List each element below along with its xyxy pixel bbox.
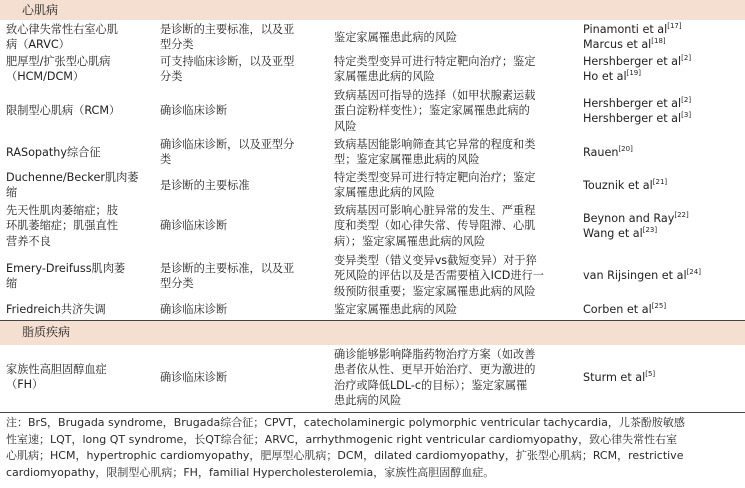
reference-citation [583,211,689,226]
reference-number: [2] [681,54,692,62]
value-cell [334,54,535,85]
cell-line: 类 [160,153,172,167]
cell-line: 是诊断的主要标准 [160,179,250,192]
reference-author: Ho et al [583,70,627,84]
cell-line: 致病基因可影响心脏异常的发生、严重程 [334,204,536,217]
reference-author: Sturm et al [583,371,646,384]
reference-author: Hershberger et al [583,97,682,110]
cell-line: 先天性肌肉萎缩症；肢 [6,204,118,217]
cell-line: 特定类型变异可进行特定靶向治疗；鉴定 [334,171,536,184]
reference-cell [583,370,655,385]
reference-cell [583,178,667,193]
cell-line: 患者依从性、更早开始治疗、更为激进的 [334,363,536,377]
cell-line: 变异类型（错义变异vs截短变异）对于猝 [334,254,537,267]
reference-number: [3] [681,111,692,120]
disease-cell [6,170,139,201]
value-cell [334,253,544,299]
cell-line: Duchenne/Becker肌肉萎 [6,171,139,184]
table-footnote [6,415,742,481]
cell-line: 鉴定家属罹患此病的风险 [334,31,458,44]
footnote-line: 性室速；LQT，long QT syndrome，长QT综合征；ARVC，arrhythmogenic right ventricular cardiomyopathy，致心律失常性右室 [6,432,678,446]
disease-cell [6,54,110,85]
reference-author: Touznik et al [583,179,653,192]
reference-number: [22] [674,211,689,219]
reference-citation [583,370,655,385]
reference-citation [583,37,682,52]
reference-cell [583,54,691,85]
value-cell [334,203,535,249]
reference-cell [583,302,666,317]
reference-number: [25] [651,302,667,310]
reference-cell [583,268,701,283]
reference-citation [583,54,691,69]
cell-line: 病）；鉴定家属罹患此病的风险 [334,234,486,248]
cell-line: 病（ARVC） [6,38,70,52]
reference-number: [17] [667,22,682,30]
footnote-line: 注：BrS，Brugada syndrome，Brugada综合征；CPVT，catecholaminergic polymorphic ventricular tachycardia，儿茶酚胺敏感 [6,416,685,429]
value-cell [334,137,535,168]
cell-line: 家属罹患此病的风险 [334,186,435,200]
cell-line: Friedreich共济失调 [6,303,106,316]
reference-citation [583,96,691,111]
cell-line: 型；鉴定家属罹患此病的风险 [334,153,480,167]
role-cell [160,54,294,85]
role-cell [160,370,227,385]
cell-line: 风险 [334,119,357,133]
role-cell [160,261,294,292]
footnote-line: cardiomyopathy，限制型心肌病；FH，familial Hypercholesterolemia，家族性高胆固醇血症。 [6,465,495,479]
cell-line: 家族性高胆固醇血症 [6,363,107,376]
cell-line: （FH） [6,378,44,392]
reference-author: Rauen [583,146,619,159]
reference-author: van Rijsingen et al [583,269,687,282]
section-title: 脂质疾病 [22,325,71,339]
cell-line: 特定类型变异可进行特定靶向治疗；鉴定 [334,55,536,68]
section-title: 心肌病 [22,3,59,17]
cell-line: 缩 [6,186,18,200]
reference-number: [19] [626,69,641,78]
role-cell [160,137,294,168]
reference-number: [5] [645,370,656,378]
disease-cell [6,362,107,393]
disease-cell [6,22,118,53]
reference-number: [20] [618,145,633,153]
reference-cell [583,211,689,242]
cell-line: （HCM/DCM） [6,70,85,84]
cell-line: 环肌萎缩症；肌强直性 [6,219,118,233]
cell-line: 限制型心肌病（RCM） [6,104,121,117]
reference-citation [583,69,691,84]
reference-number: [23] [642,226,658,235]
reference-cell [583,96,691,127]
cell-line: 确诊临床诊断 [160,371,228,384]
reference-author: Wang et al [583,227,643,241]
cell-line: 致病基因可指导的选择（如甲状腺素运载 [334,89,536,102]
cell-line: 营养不良 [6,234,51,248]
role-cell [160,218,227,233]
reference-author: Pinamonti et al [583,23,668,36]
cell-line: 肥厚型/扩张型心肌病 [6,55,111,68]
reference-citation [583,226,689,241]
disease-cell [6,261,125,292]
reference-author: Hershberger et al [583,112,682,126]
disease-cell [6,145,101,160]
cell-line: 确诊能够影响降脂药物治疗方案（如改善 [334,348,536,361]
reference-author: Beynon and Ray [583,212,675,225]
footnote-line: 心肌病；HCM，hypertrophic cardiomyopathy，肥厚型心肌病；DCM，dilated cardiomyopathy，扩张型心肌病；RCM，restrictive [6,449,684,463]
cell-line: 确诊临床诊断 [160,303,228,316]
reference-citation [583,178,667,193]
cell-line: Emery-Dreifuss肌肉萎 [6,262,126,275]
cell-line: 治疗或降低LDL-c的目标）；鉴定家属罹 [334,378,528,392]
cell-line: 致病基因能影响筛查其它异常的程度和类 [334,138,536,151]
cell-line: 鉴定家属罹患此病的风险 [334,303,458,316]
cell-line: 确诊临床诊断，以及亚型分 [160,138,295,151]
cell-line: 度和类型（如心律失常、传导阻滞、心肌 [334,219,536,233]
reference-citation [583,22,682,37]
reference-author: Marcus et al [583,38,652,52]
reference-citation [583,111,691,126]
cell-line: 是诊断的主要标准，以及亚 [160,23,295,36]
reference-cell [583,22,682,53]
reference-number: [21] [652,178,668,186]
cell-line: 可支持临床诊断，以及亚型 [160,55,295,68]
cell-line: 确诊临床诊断 [160,104,228,117]
cell-line: 致心律失常性右室心肌 [6,23,118,36]
reference-number: [2] [681,96,692,104]
cell-line: 型分类 [160,38,194,52]
cell-line: 蛋白淀粉样变性）；鉴定家属罹患此病的 [334,104,530,118]
cell-line: 级预防很重要；鉴定家属罹患此病的风险 [334,284,536,298]
value-cell [334,30,457,45]
reference-number: [24] [686,268,701,276]
cell-line: RASopathy综合征 [6,146,101,159]
cell-line: 分类 [160,70,183,84]
cell-line: 死风险的评估以及是否需要植入ICD进行一 [334,269,544,283]
value-cell [334,302,457,317]
disease-cell [6,302,106,317]
disease-cell [6,203,118,249]
cell-line: 是诊断的主要标准，以及亚 [160,262,295,275]
role-cell [160,22,294,53]
role-cell [160,302,227,317]
divider [0,412,745,413]
disease-cell [6,103,120,118]
section-header-lipid [0,321,745,345]
value-cell [334,170,535,201]
cell-line: 家属罹患此病的风险 [334,70,435,84]
reference-author: Hershberger et al [583,55,682,68]
reference-number: [18] [651,37,666,46]
cell-line: 缩 [6,277,18,291]
cell-line: 型分类 [160,277,194,291]
value-cell [334,88,535,134]
cell-line: 确诊临床诊断 [160,219,228,232]
reference-citation [583,302,666,317]
role-cell [160,178,250,193]
reference-author: Corben et al [583,303,652,316]
reference-citation [583,268,701,283]
reference-citation [583,145,633,160]
cell-line: 患此病的风险 [334,393,402,407]
section-header-cardiomyopathy [0,0,745,20]
reference-cell [583,145,633,160]
value-cell [334,347,535,408]
role-cell [160,103,227,118]
